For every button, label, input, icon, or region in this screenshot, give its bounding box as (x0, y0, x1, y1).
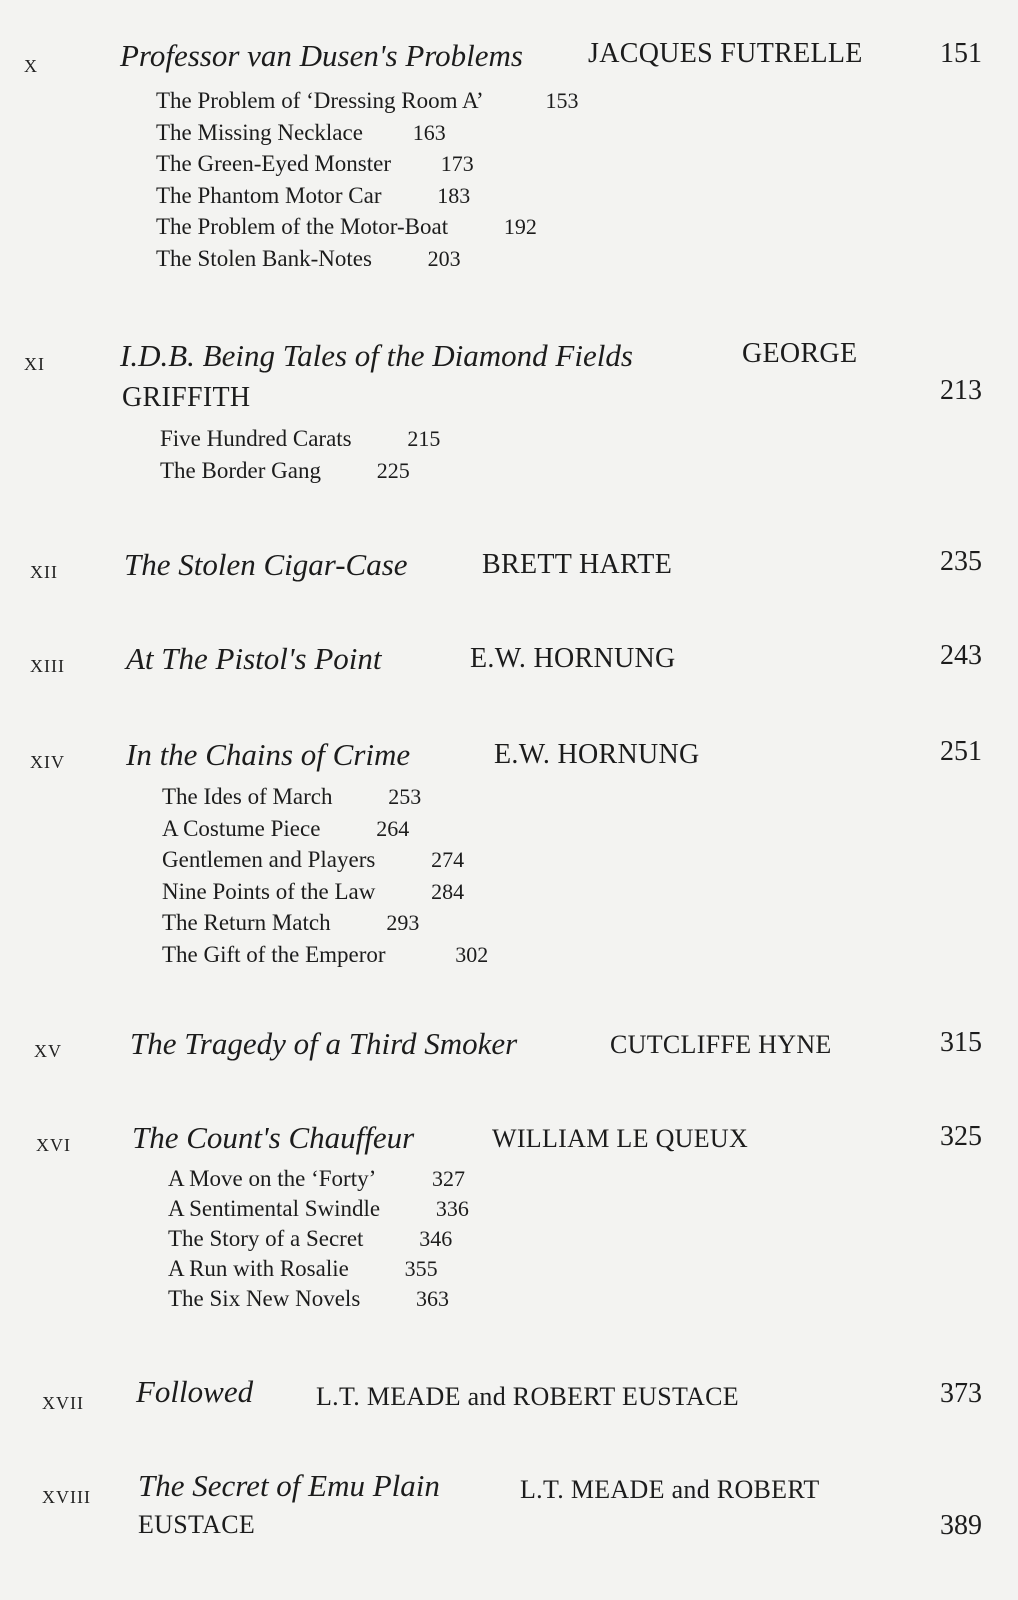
entry-numeral: XV (34, 1041, 62, 1061)
sub-story-title: The Border Gang (160, 457, 321, 483)
sub-story (162, 847, 488, 879)
sub-story-title: A Costume Piece (162, 815, 321, 841)
sub-story (156, 88, 578, 120)
entry-title: The Count's Chauffeur (132, 1120, 415, 1155)
entry-author-continued: GRIFFITH (122, 382, 251, 413)
entry-author: E.W. HORNUNG (470, 643, 676, 674)
entry-title: The Tragedy of a Third Smoker (130, 1026, 518, 1061)
entry-page-number: 251 (940, 736, 982, 767)
sub-story-page: 153 (545, 88, 579, 113)
entry-author: JACQUES FUTRELLE (588, 38, 863, 69)
entry-page-number: 151 (940, 38, 982, 69)
entry-page-number: 243 (940, 640, 982, 671)
entry-author: L.T. MEADE and ROBERT (520, 1475, 820, 1504)
sub-story (168, 1256, 469, 1286)
sub-story (156, 120, 578, 152)
sub-story-title: A Sentimental Swindle (168, 1196, 381, 1221)
entry-numeral: XI (24, 354, 45, 374)
sub-story-page: 274 (431, 847, 465, 872)
sub-story-page: 284 (431, 878, 465, 904)
sub-story-page: 215 (407, 426, 441, 451)
entry-numeral: XVIII (42, 1487, 91, 1507)
entry-numeral: X (24, 56, 38, 76)
sub-story-title: The Problem of ‘Dressing Room A’ (156, 88, 484, 113)
entry-author-continued: EUSTACE (138, 1510, 256, 1539)
entry-author: L.T. MEADE and ROBERT EUSTACE (316, 1382, 739, 1411)
sub-story (156, 183, 578, 215)
sub-story-page: 183 (437, 182, 471, 208)
entry-title: The Secret of Emu Plain (138, 1468, 440, 1503)
sub-story-page: 363 (416, 1286, 450, 1311)
entry-author: CUTCLIFFE HYNE (610, 1030, 832, 1059)
sub-story (162, 942, 488, 974)
sub-story-title: The Return Match (162, 910, 331, 935)
sub-story-title: The Gift of the Emperor (162, 941, 386, 967)
entry-author: WILLIAM LE QUEUX (492, 1124, 749, 1153)
sub-story (168, 1286, 469, 1316)
sub-story-title: The Missing Necklace (156, 119, 363, 145)
entry-page-number: 325 (940, 1121, 982, 1152)
sub-story-title: A Move on the ‘Forty’ (168, 1166, 377, 1191)
sub-story-title: Nine Points of the Law (162, 878, 376, 904)
sub-story-page: 203 (427, 245, 461, 271)
entry-title: At The Pistol's Point (126, 641, 382, 676)
sub-story-title: The Green-Eyed Monster (156, 151, 392, 176)
sub-story-list (168, 1166, 469, 1316)
entry-numeral: XVI (36, 1135, 71, 1155)
entry-page-number: 235 (940, 546, 982, 577)
sub-story-page: 293 (386, 910, 420, 935)
entry-title: Professor van Dusen's Problems (120, 38, 523, 73)
sub-story (162, 816, 488, 848)
sub-story-title: Gentlemen and Players (162, 847, 376, 872)
sub-story-page: 355 (404, 1256, 438, 1281)
sub-story (162, 784, 488, 816)
entry-author: GEORGE (742, 338, 858, 369)
sub-story (156, 214, 578, 246)
sub-story-page: 327 (432, 1166, 466, 1191)
sub-story-page: 192 (503, 214, 537, 239)
sub-story-list (160, 426, 440, 489)
sub-story (156, 246, 578, 278)
sub-story-page: 173 (440, 151, 474, 176)
entry-author: BRETT HARTE (482, 549, 673, 580)
entry-title: I.D.B. Being Tales of the Diamond Fields (120, 338, 633, 373)
entry-title: Followed (136, 1374, 254, 1409)
sub-story-page: 163 (412, 119, 446, 145)
sub-story-page: 336 (435, 1196, 469, 1221)
sub-story-page: 302 (455, 941, 489, 967)
sub-story-title: A Run with Rosalie (168, 1256, 349, 1281)
sub-story (160, 426, 440, 458)
sub-story (162, 879, 488, 911)
sub-story-title: The Six New Novels (168, 1286, 361, 1311)
sub-story (160, 458, 440, 490)
sub-story (168, 1196, 469, 1226)
entry-page-number: 373 (940, 1378, 982, 1409)
entry-page-number: 315 (940, 1027, 982, 1058)
sub-story (162, 910, 488, 942)
sub-story-title: The Problem of the Motor-Boat (156, 214, 449, 239)
entry-title: In the Chains of Crime (126, 737, 411, 772)
sub-story-title: The Story of a Secret (168, 1226, 364, 1251)
sub-story (168, 1226, 469, 1256)
entry-numeral: XIII (30, 656, 65, 676)
sub-story-page: 225 (376, 457, 410, 483)
sub-story-title: Five Hundred Carats (160, 426, 352, 451)
entry-author: E.W. HORNUNG (494, 739, 700, 770)
sub-story-title: The Phantom Motor Car (156, 182, 382, 208)
sub-story (168, 1166, 469, 1196)
entry-title: The Stolen Cigar-Case (124, 547, 408, 582)
sub-story-list (156, 88, 578, 277)
sub-story (156, 151, 578, 183)
entry-numeral: XVII (42, 1393, 84, 1413)
entry-numeral: XIV (30, 752, 65, 772)
sub-story-page: 346 (419, 1226, 453, 1251)
sub-story-page: 253 (388, 784, 422, 809)
entry-numeral: XII (30, 562, 58, 582)
entry-page-number: 213 (940, 375, 982, 406)
entry-page-number: 389 (940, 1510, 982, 1541)
sub-story-title: The Stolen Bank-Notes (156, 245, 372, 271)
sub-story-title: The Ides of March (162, 784, 333, 809)
sub-story-list (162, 784, 488, 973)
sub-story-page: 264 (376, 815, 410, 841)
